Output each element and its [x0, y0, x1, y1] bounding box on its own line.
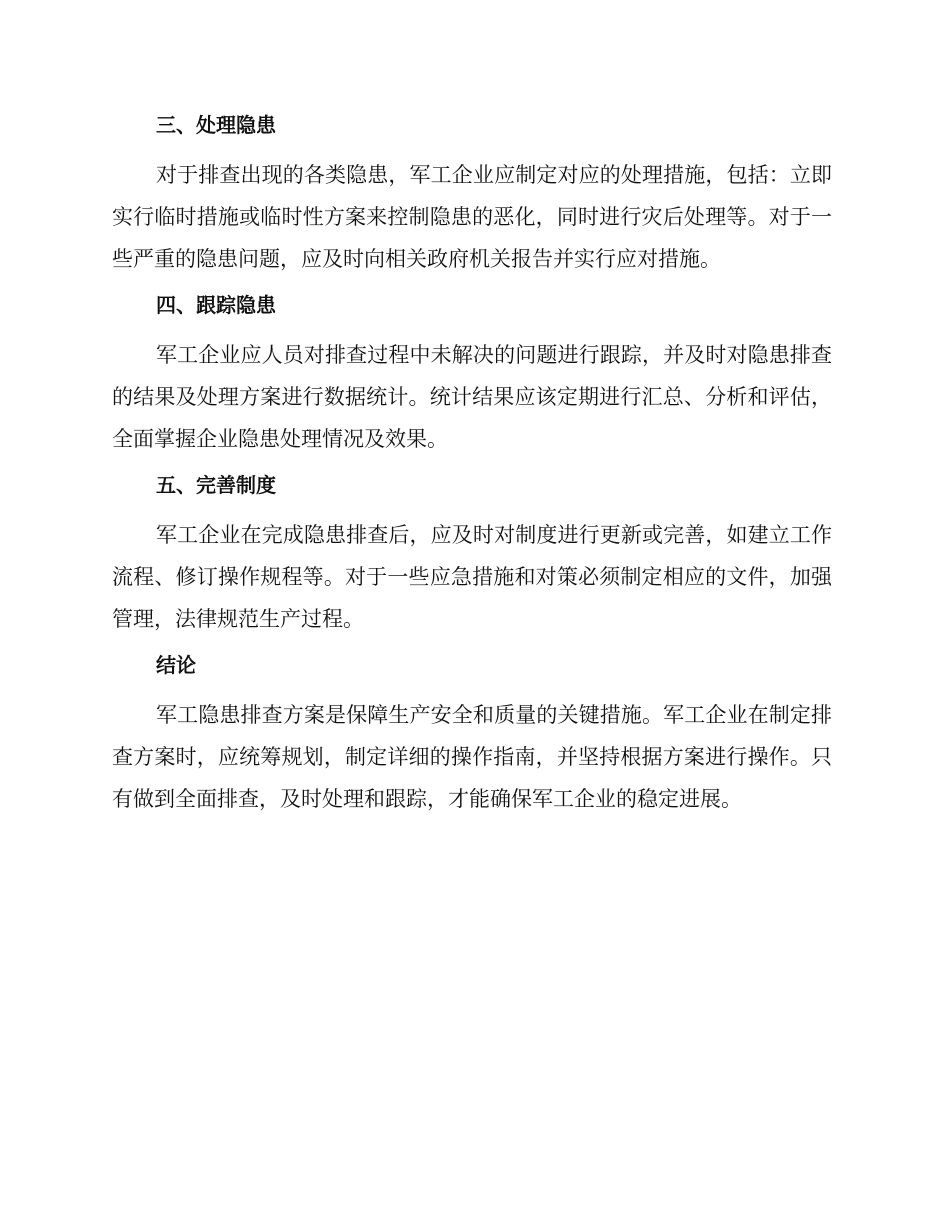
- document-body: [112, 110, 832, 820]
- section-heading: 五、完善制度: [156, 473, 276, 497]
- section-improve-system: [112, 470, 832, 640]
- section-paragraph: 军工企业应人员对排查过程中未解决的问题进行跟踪，并及时对隐患排查的结果及处理方案进行数据统计。统计结果应该定期进行汇总、分析和评估，全面掌握企业隐患处理情况及效果。: [112, 343, 832, 451]
- section-heading: 三、处理隐患: [156, 113, 276, 137]
- section-handle-hazards: [112, 110, 832, 280]
- section-conclusion: [112, 650, 832, 820]
- section-heading: 四、跟踪隐患: [156, 293, 276, 317]
- section-paragraph: 对于排查出现的各类隐患，军工企业应制定对应的处理措施，包括：立即实行临时措施或临时性方案来控制隐患的恶化，同时进行灾后处理等。对于一些严重的隐患问题，应及时向相关政府机关报告并实行应对措施。: [112, 163, 832, 271]
- section-track-hazards: [112, 290, 832, 460]
- section-paragraph: 军工隐患排查方案是保障生产安全和质量的关键措施。军工企业在制定排查方案时，应统筹规划，制定详细的操作指南，并坚持根据方案进行操作。只有做到全面排查，及时处理和跟踪，才能确保军工企业的稳定进展。: [112, 703, 832, 811]
- section-paragraph: 军工企业在完成隐患排查后，应及时对制度进行更新或完善，如建立工作流程、修订操作规程等。对于一些应急措施和对策必须制定相应的文件，加强管理，法律规范生产过程。: [112, 523, 832, 631]
- section-heading: 结论: [156, 653, 196, 677]
